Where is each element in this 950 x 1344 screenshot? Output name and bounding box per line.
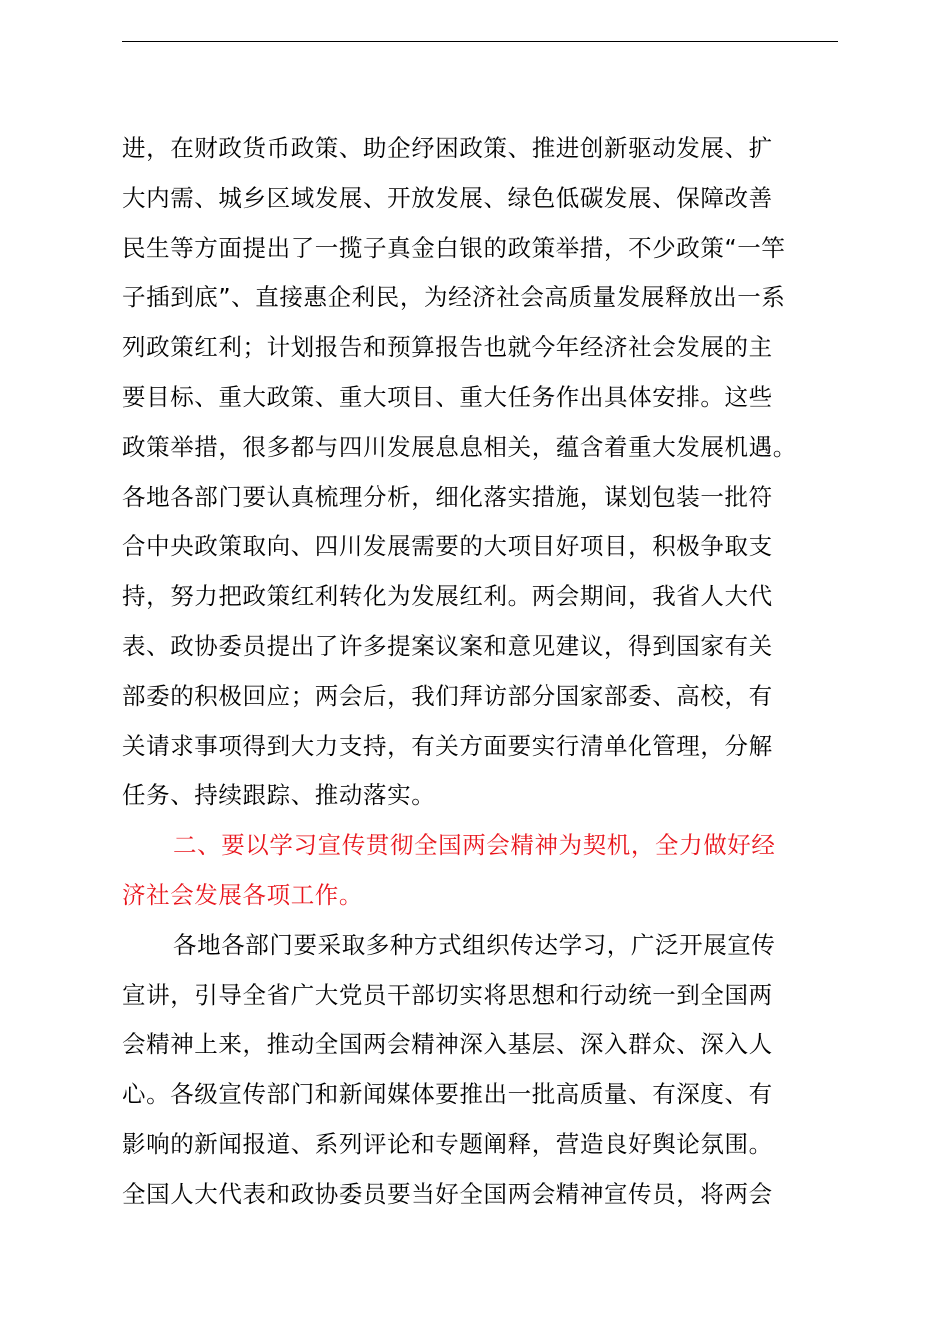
paragraph-line: 列政策红利；计划报告和预算报告也就今年经济社会发展的主	[122, 333, 773, 362]
paragraph-line: 政策举措，很多都与四川发展息息相关，蕴含着重大发展机遇。	[122, 432, 797, 461]
section-heading-line: 济社会发展各项工作。	[122, 880, 363, 909]
document-body	[122, 124, 842, 1220]
paragraph-line: 影响的新闻报道、系列评论和专题阐释，营造良好舆论氛围。	[122, 1129, 773, 1158]
paragraph-line: 民生等方面提出了一揽子真金白银的政策举措，不少政策“一竿	[122, 233, 786, 262]
paragraph-line: 全国人大代表和政协委员要当好全国两会精神宣传员，将两会	[122, 1179, 773, 1208]
paragraph-line: 关请求事项得到大力支持，有关方面要实行清单化管理，分解	[122, 731, 773, 760]
paragraph-line: 要目标、重大政策、重大项目、重大任务作出具体安排。这些	[122, 382, 773, 411]
paragraph-line: 各地各部门要认真梳理分析，细化落实措施，谋划包装一批符	[122, 482, 773, 511]
header-rule	[122, 41, 838, 42]
paragraph-line: 会精神上来，推动全国两会精神深入基层、深入群众、深入人	[122, 1030, 773, 1059]
paragraph-line: 子插到底”、直接惠企利民，为经济社会高质量发展释放出一系	[122, 283, 786, 312]
paragraph-line: 大内需、城乡区域发展、开放发展、绿色低碳发展、保障改善	[122, 183, 773, 212]
paragraph-line: 任务、持续跟踪、推动落实。	[122, 781, 436, 810]
paragraph-line: 合中央政策取向、四川发展需要的大项目好项目，积极争取支	[122, 532, 773, 561]
paragraph-line: 各地各部门要采取多种方式组织传达学习，广泛开展宣传	[173, 930, 776, 959]
paragraph-line: 表、政协委员提出了许多提案议案和意见建议，得到国家有关	[122, 631, 773, 660]
paragraph-line: 持，努力把政策红利转化为发展红利。两会期间，我省人大代	[122, 582, 773, 611]
paragraph-line: 心。各级宣传部门和新闻媒体要推出一批高质量、有深度、有	[122, 1080, 773, 1109]
paragraph-line: 宣讲，引导全省广大党员干部切实将思想和行动统一到全国两	[122, 980, 773, 1009]
paragraph-line: 部委的积极回应；两会后，我们拜访部分国家部委、高校，有	[122, 681, 773, 710]
section-heading-line: 二、要以学习宣传贯彻全国两会精神为契机，全力做好经	[173, 831, 776, 860]
paragraph-line: 进，在财政货币政策、助企纾困政策、推进创新驱动发展、扩	[122, 134, 773, 162]
